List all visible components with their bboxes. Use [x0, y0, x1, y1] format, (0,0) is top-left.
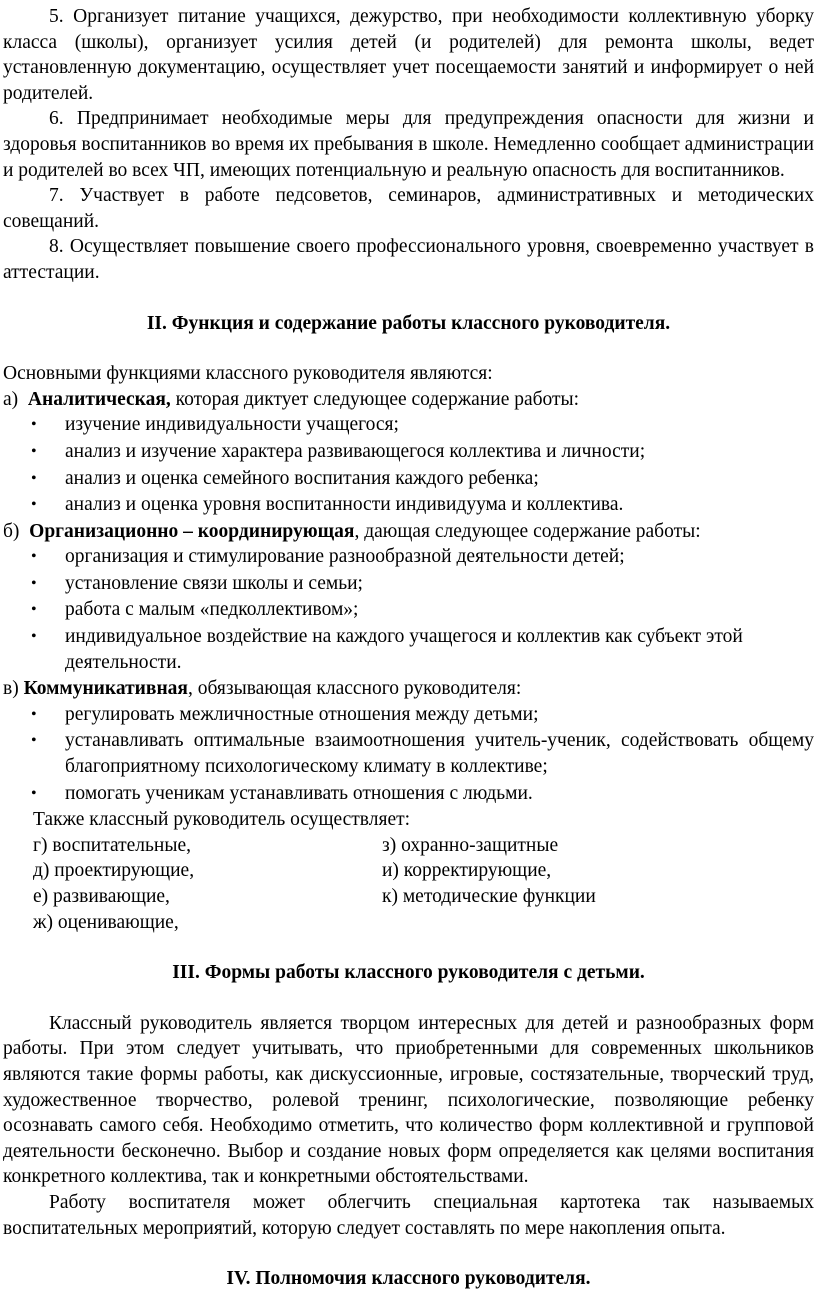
bullet-icon: • — [31, 548, 37, 566]
other-functions-right — [382, 833, 782, 935]
function-name-communicative: Коммуникативная — [23, 678, 188, 700]
function-description: , дающая следующее содержание работы: — [354, 520, 701, 542]
spacer — [3, 935, 814, 960]
duty-paragraph-6: 6. Предпринимает необходимые меры для предупреждения опасности для жизни и здоровья воспитанников во время их пребывания в школе. Немедленно сообщает администрации и родителей во всех ЧП, имеющих потенциальную и реальную опасность для воспитанников. — [3, 108, 814, 181]
list-item-text: анализ и оценка семейного воспитания каждого ребенка; — [65, 467, 539, 489]
spacer — [3, 1241, 814, 1266]
list-item — [3, 544, 814, 570]
also-functions-intro: Также классный руководитель осуществляет: — [33, 809, 411, 831]
communicative-list — [3, 702, 814, 806]
list-item-text: установление связи школы и семьи; — [65, 572, 363, 594]
list-item — [3, 728, 814, 779]
duty-paragraph-5: 5. Организует питание учащихся, дежурство, при необходимости коллективную уборку класса (школы), организует усилия детей (и родителей) для ремонта школы, ведет установленную документацию, осуществляет учет посещаемости занятий и информирует о ней родителей. — [3, 6, 814, 104]
function-organizational-line — [3, 519, 814, 545]
list-item — [3, 597, 814, 623]
function-prefix: в) — [3, 678, 19, 700]
list-item — [3, 702, 814, 728]
function-description: , обязывающая классного руководителя: — [187, 678, 522, 700]
other-functions-columns — [3, 833, 814, 935]
list-item-text: устанавливать оптимальные взаимоотношения учитель-ученик, содействовать общему благоприятному психологическому климату в коллективе; — [65, 730, 814, 778]
analytical-list — [3, 412, 814, 517]
list-item-text: изучение индивидуальности учащегося; — [65, 414, 399, 436]
bullet-icon: • — [31, 628, 37, 646]
function-name-analytical: Аналитическая, — [27, 388, 171, 410]
duty-paragraph-8: 8. Осуществляет повышение своего профессионального уровня, своевременно участвует в аттестации. — [3, 236, 814, 283]
function-item: г) воспитательные, — [33, 834, 191, 856]
bullet-icon: • — [31, 416, 37, 434]
list-item-text: работа с малым «педколлективом»; — [65, 599, 359, 621]
list-item-text: помогать ученикам устанавливать отношения с людьми. — [65, 782, 533, 804]
spacer — [3, 286, 814, 311]
section-4-heading: IV. Полномочия классного руководителя. — [226, 1268, 591, 1290]
bullet-icon: • — [31, 784, 37, 802]
list-item-text: организация и стимулирование разнообразной деятельности детей; — [65, 546, 625, 568]
spacer — [3, 986, 814, 1011]
bullet-icon: • — [31, 442, 37, 460]
list-item-text: регулировать межличностные отношения между детьми; — [65, 703, 539, 725]
list-item — [3, 492, 814, 518]
list-item — [3, 571, 814, 597]
bullet-icon: • — [31, 601, 37, 619]
bullet-icon: • — [31, 469, 37, 487]
list-item — [3, 412, 814, 438]
section-2-heading: II. Функция и содержание работы классного руководителя. — [146, 312, 671, 334]
organizational-list — [3, 544, 814, 675]
function-item: з) охранно-защитные — [382, 834, 559, 856]
list-item — [3, 624, 814, 675]
function-item: ж) оценивающие, — [33, 911, 179, 933]
forms-paragraph-2: Работу воспитателя может облегчить специальная картотека так называемых воспитательных мероприятий, которую следует составлять по мере накопления опыта. — [3, 1191, 814, 1239]
function-prefix: а) — [3, 388, 19, 410]
list-item — [3, 439, 814, 465]
spacer — [3, 336, 814, 361]
function-item: е) развивающие, — [33, 886, 170, 907]
functions-intro: Основными функциями классного руководителя являются: — [3, 363, 493, 385]
forms-paragraph-1: Классный руководитель является творцом интересных для детей и разнообразных форм работы. При этом следует учитывать, что приобретенными для современных школьников являются такие формы работы, как дискуссионные, игровые, состязательные, творческий труд, художественное творчество, ролевой тренинг, психологические, позволяющие ребенку осознавать самого себя. Необходимо отметить, что количество форм коллективной и групповой деятельности бесконечно. Выбор и создание новых форм определяется как целями воспитания конкретного коллектива, так и конкретными обстоятельствами. — [3, 1012, 814, 1188]
list-item — [3, 466, 814, 492]
list-item-text: анализ и изучение характера развивающегося коллектива и личности; — [65, 440, 646, 462]
function-communicative-line — [3, 676, 814, 702]
section-3-heading: III. Формы работы классного руководителя с детьми. — [172, 962, 645, 984]
function-description: которая диктует следующее содержание работы: — [170, 388, 580, 410]
other-functions-left — [33, 833, 382, 935]
function-item: и) корректирующие, — [382, 860, 552, 882]
list-item-text: индивидуальное воздействие на каждого учащегося и коллектив как субъект этой деятельности. — [65, 626, 743, 673]
duty-paragraph-7: 7. Участвует в работе педсоветов, семинаров, административных и методических совещаний. — [3, 185, 814, 232]
function-item: к) методические функции — [382, 886, 596, 907]
list-item-text: анализ и оценка уровня воспитанности индивидуума и коллектива. — [65, 494, 624, 516]
function-prefix: б) — [3, 520, 20, 542]
bullet-icon: • — [31, 496, 37, 514]
function-name-organizational: Организационно – координирующая — [29, 520, 355, 542]
bullet-icon: • — [31, 574, 37, 592]
list-item — [3, 781, 814, 807]
bullet-icon: • — [31, 732, 37, 750]
function-item: д) проектирующие, — [33, 860, 195, 882]
bullet-icon: • — [31, 705, 37, 723]
function-analytical-line — [3, 387, 814, 413]
